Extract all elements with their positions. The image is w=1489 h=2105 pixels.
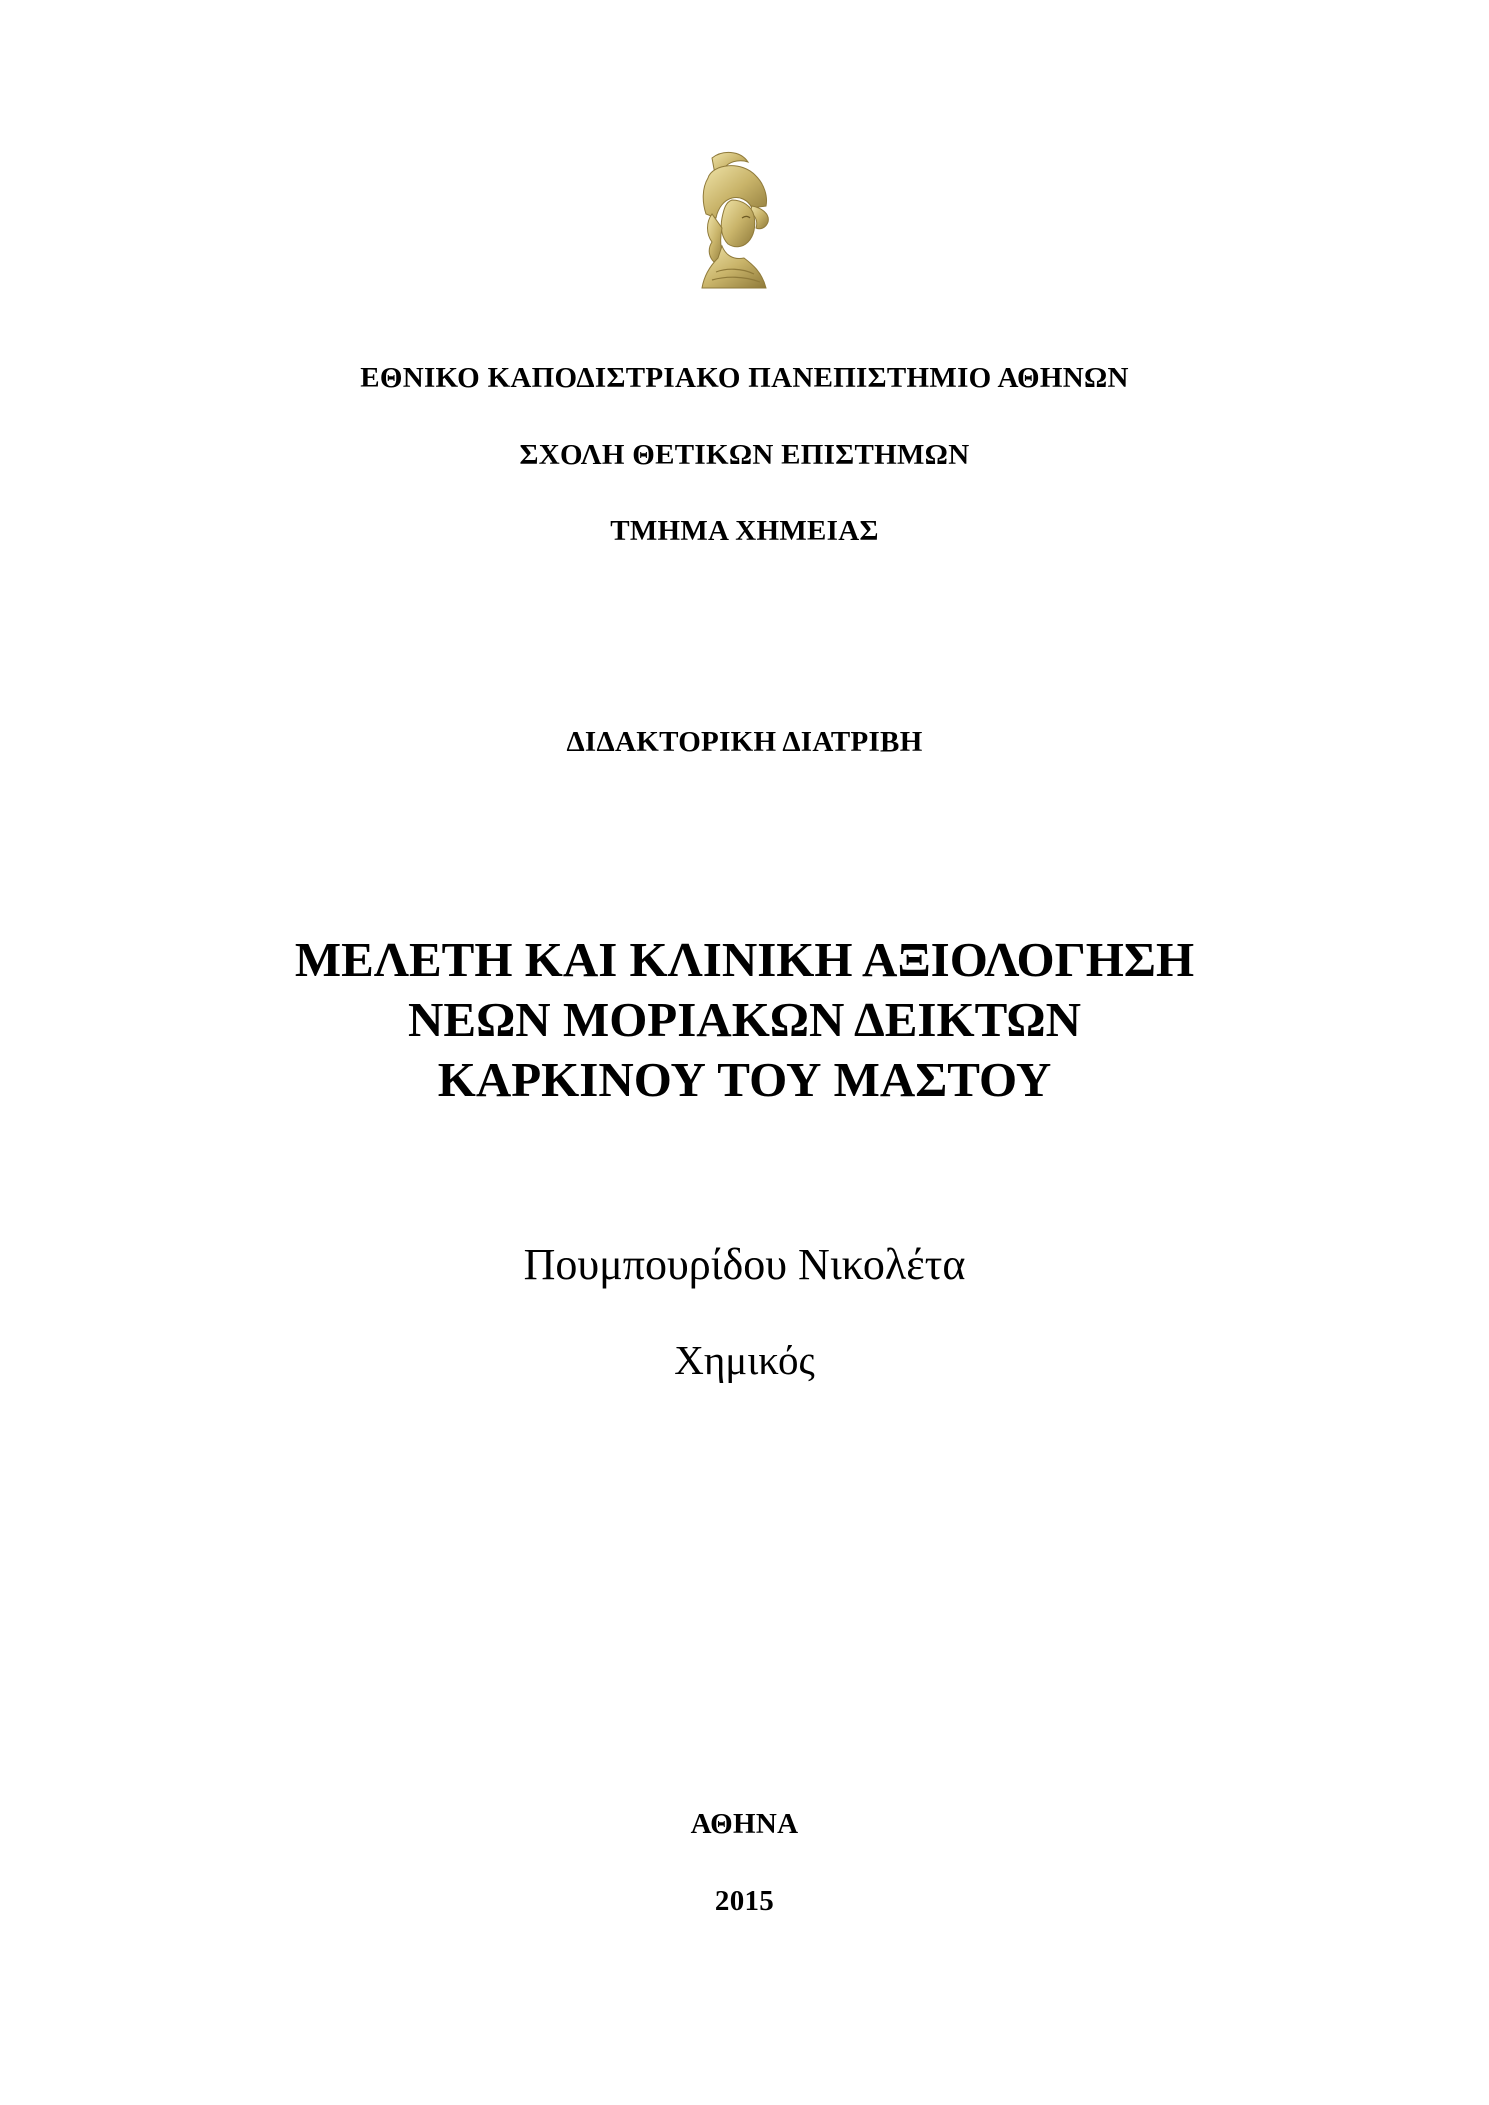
author-name: Πουμπουρίδου Νικολέτα [523, 1240, 966, 1289]
athena-head-logo-icon [682, 148, 792, 298]
school-name: ΣΧΟΛΗ ΘΕΤΙΚΩΝ ΕΠΙΣΤΗΜΩΝ [519, 439, 970, 471]
document-type: ΔΙΔΑΚΤΟΡΙΚΗ ΔΙΑΤΡΙΒΗ [566, 726, 923, 758]
thesis-title-line-3: ΚΑΡΚΙΝΟΥ ΤΟΥ ΜΑΣΤΟΥ [437, 1052, 1052, 1107]
university-name: ΕΘΝΙΚΟ ΚΑΠΟΔΙΣΤΡΙΑΚΟ ΠΑΝΕΠΙΣΤΗΜΙΟ ΑΘΗΝΩΝ [360, 362, 1129, 394]
thesis-title-line-1: ΜΕΛΕΤΗ ΚΑΙ ΚΛΙΝΙΚΗ ΑΞΙΟΛΟΓΗΣΗ [294, 932, 1195, 987]
thesis-title-line-2: ΝΕΩΝ ΜΟΡΙΑΚΩΝ ΔΕΙΚΤΩΝ [408, 992, 1081, 1047]
publication-year: 2015 [714, 1885, 775, 1917]
thesis-title [0, 930, 1489, 1110]
department-name: ΤΜΗΜΑ ΧΗΜΕΙΑΣ [610, 515, 879, 547]
publication-city: ΑΘΗΝΑ [690, 1808, 799, 1840]
author-profession: Χημικός [674, 1337, 815, 1383]
